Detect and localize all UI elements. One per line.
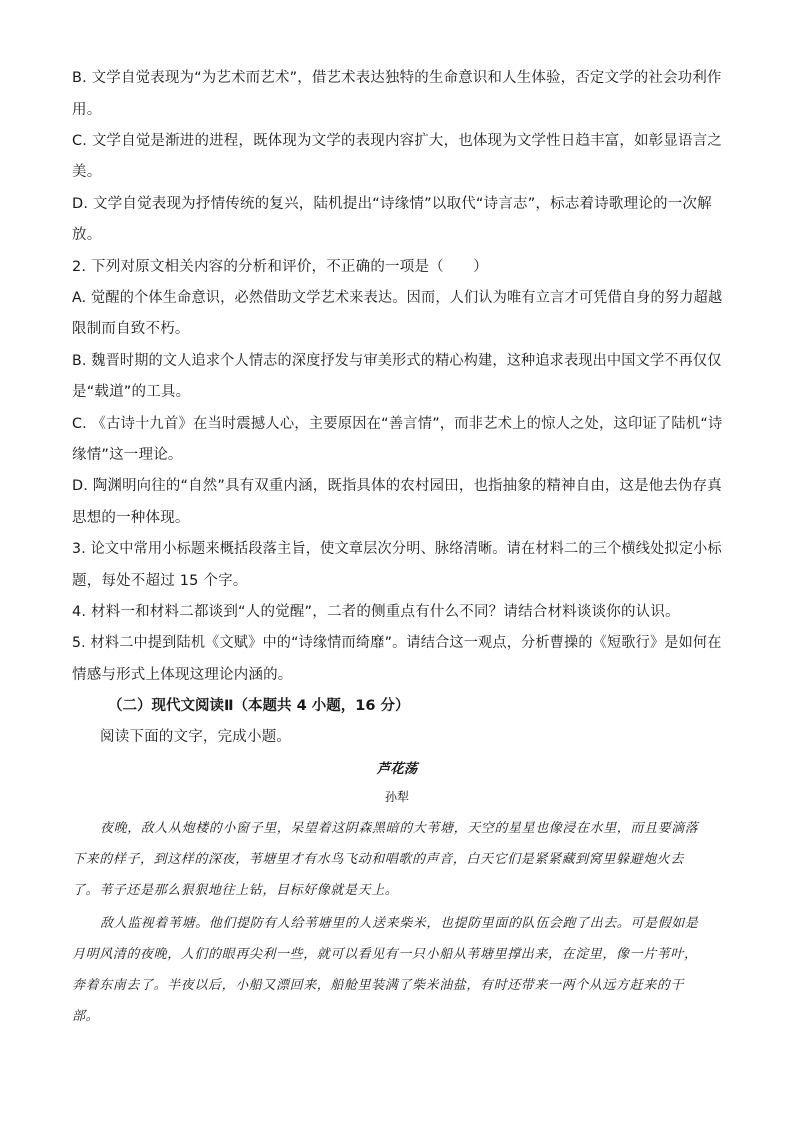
- option-d-line2: 放。: [72, 227, 102, 243]
- question-5-line1: 5. 材料二中提到陆机《文赋》中的“诗缘情而绮靡”。请结合这一观点，分析曹操的《短歌行》是如何在: [72, 635, 722, 651]
- q2-option-c-line2: 缘情”这一理论。: [72, 447, 183, 463]
- option-d-line1: D. 文学自觉表现为抒情传统的复兴，陆机提出“诗缘情”以取代“诗言志”，标志着诗歌理论的一次解: [72, 196, 712, 212]
- story-p1-line2: 下来的样子，到这样的深夜，苇塘里才有水鸟飞动和唱歌的声音，白天它们是紧紧藏到窝里躲避炮火去: [72, 852, 685, 867]
- story-p2-line2: 月明风清的夜晚，人们的眼再尖利一些，就可以看见有一只小船从苇塘里撑出来，在淀里，像一片苇叶，: [72, 947, 698, 962]
- question-3-line1: 3. 论文中常用小标题来概括段落主旨，使文章层次分明、脉络清晰。请在材料二的三个横线处拟定小标: [72, 541, 722, 557]
- q2-option-d-line1: D. 陶渊明向往的“自然”具有双重内涵，既指具体的农村园田，也指抽象的精神自由，这是他去伪存真: [72, 478, 722, 494]
- option-b-line1: B. 文学自觉表现为“为艺术而艺术”，借艺术表达独特的生命意识和人生体验，否定文学的社会功利作: [72, 70, 722, 86]
- story-p2-line4: 部。: [72, 1009, 100, 1024]
- question-2-stem: 2. 下列对原文相关内容的分析和评价，不正确的一项是（ ）: [72, 259, 488, 275]
- q2-option-b-line1: B. 魏晋时期的文人追求个人情志的深度抒发与审美形式的精心构建，这种追求表现出中国文学不再仅仅: [72, 353, 722, 369]
- q2-option-a-line1: A. 觉醒的个体生命意识，必然借助文学艺术来表达。因而，人们认为唯有立言才可凭借自身的努力超越: [72, 290, 723, 306]
- q2-option-c-line1: C. 《古诗十九首》在当时震撼人心，主要原因在“善言情”，而非艺术上的惊人之处，这印证了陆机“诗: [72, 416, 723, 432]
- question-4-line1: 4. 材料一和材料二都谈到“人的觉醒”，二者的侧重点有什么不同？请结合材料谈谈你的认识。: [72, 604, 680, 620]
- section-heading: （二）现代文阅读Ⅱ（本题共 4 小题，16 分）: [108, 698, 410, 714]
- story-p1-line1: 夜晚，敌人从炮楼的小窗子里，呆望着这阴森黑暗的大苇塘，天空的星星也像浸在水里，而且要滴落: [100, 821, 699, 836]
- q2-option-a-line2: 限制而自致不朽。: [72, 321, 190, 337]
- option-c-line2: 美。: [72, 164, 102, 180]
- story-author: 孙犁: [384, 790, 409, 804]
- option-c-line1: C. 文学自觉是渐进的进程，既体现为文学的表现内容扩大，也体现为文学性日趋丰富，如彰显语言之: [72, 133, 723, 149]
- reading-instruction: 阅读下面的文字，完成小题。: [100, 729, 292, 745]
- story-p2-line1: 敌人监视着苇塘。他们提防有人给苇塘里的人送来柴米，也提防里面的队伍会跑了出去。可是假如是: [100, 916, 699, 931]
- question-5-line2: 情感与形式上体现这理论内涵的。: [72, 667, 293, 683]
- story-p2-line3: 奔着东南去了。半夜以后，小船又漂回来，船舱里装满了柴米油盐，有时还带来一两个从远方赶来的干: [72, 978, 685, 993]
- story-p1-line3: 了。苇子还是那么狠狠地往上钻，目标好像就是天上。: [72, 883, 399, 898]
- q2-option-b-line2: 是“载道”的工具。: [72, 384, 191, 400]
- question-3-line2: 题，每处不超过 15 个字。: [72, 573, 248, 589]
- option-b-line2: 用。: [72, 102, 102, 118]
- q2-option-d-line2: 思想的一种体现。: [72, 510, 190, 526]
- story-title: 芦花荡: [376, 761, 418, 777]
